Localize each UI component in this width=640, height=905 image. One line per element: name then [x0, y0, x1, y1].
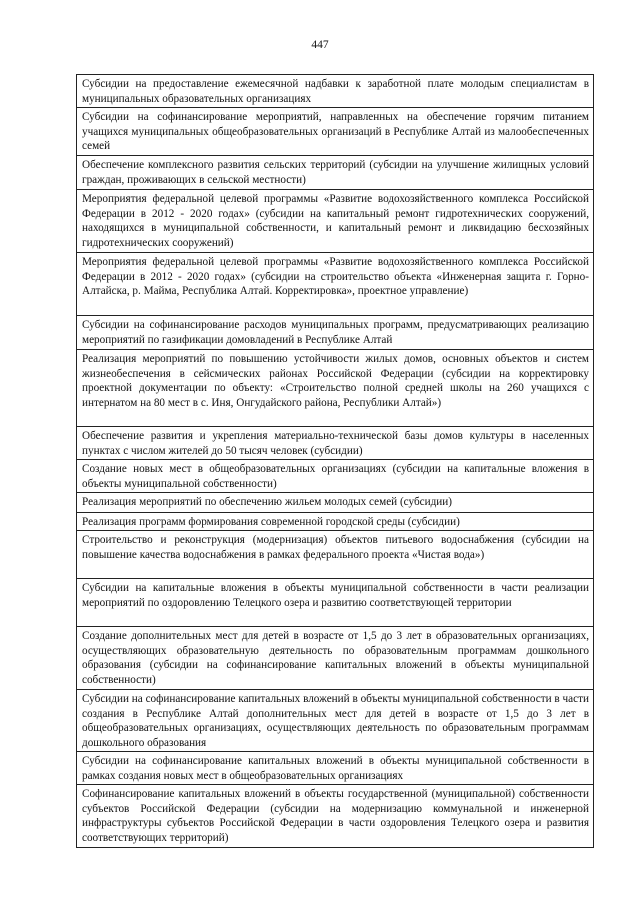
table-row: Создание новых мест в общеобразовательных организациях (субсидии на капитальные вложения в объекты муниципальной собственности) [77, 460, 593, 493]
table-row: Субсидии на софинансирование капитальных вложений в объекты муниципальной собственности в части создания в Республике Алтай дополнительных мест для детей в возрасте от 1,5 до 3 лет в общеобразовательных организациях, осуществляющих деятельность по образовательным программам дошкольного образования [77, 690, 593, 752]
table-row: Реализация мероприятий по повышению устойчивости жилых домов, основных объектов и систем жизнеобеспечения в сейсмических районах Российской Федерации (субсидии на корректировку проектной документации по объекту: «Строительство полной средней школы на 260 учащихся с интернатом на 80 мест в с. Иня, Онгудайского района, Республики Алтай») [77, 350, 593, 427]
table-row: Реализация программ формирования современной городской среды (субсидии) [77, 513, 593, 531]
table-row: Создание дополнительных мест для детей в возрасте от 1,5 до 3 лет в образовательных организациях, осуществляющих образовательную деятельность по образовательным программам дошкольного образования (субсидии на софинансирование капитальных вложений в объекты муниципальной собственности) [77, 627, 593, 690]
table-row: Мероприятия федеральной целевой программы «Развитие водохозяйственного комплекса Российской Федерации в 2012 - 2020 годах» (субсидии на строительство объекта «Инженерная защита г. Горно-Алтайска, р. Майма, Республика Алтай. Корректировка», проектное управление) [77, 253, 593, 316]
table-row: Субсидии на капитальные вложения в объекты муниципальной собственности в части реализации мероприятий по оздоровлению Телецкого озера и развитию соответствующей территории [77, 579, 593, 627]
subsidies-table [76, 74, 594, 848]
table-row: Субсидии на софинансирование расходов муниципальных программ, предусматривающих реализацию мероприятий по газификации домовладений в Республике Алтай [77, 316, 593, 350]
table-row: Субсидии на софинансирование капитальных вложений в объекты муниципальной собственности в рамках создания новых мест в общеобразовательных организациях [77, 752, 593, 785]
page-number: 447 [311, 39, 329, 51]
table-row: Реализация мероприятий по обеспечению жильем молодых семей (субсидии) [77, 493, 593, 513]
table-row: Субсидии на предоставление ежемесячной надбавки к заработной плате молодым специалистам в муниципальных образовательных организациях [77, 75, 593, 108]
table-row: Строительство и реконструкция (модернизация) объектов питьевого водоснабжения (субсидии на повышение качества водоснабжения в рамках федерального проекта «Чистая вода») [77, 531, 593, 579]
table-row: Мероприятия федеральной целевой программы «Развитие водохозяйственного комплекса Российской Федерации в 2012 - 2020 годах» (субсидии на капитальный ремонт гидротехнических сооружений, находящихся в муниципальной собственности, и капитальный ремонт и ликвидацию бесхозяйных гидротехнических сооружений) [77, 190, 593, 253]
table-row: Софинансирование капитальных вложений в объекты государственной (муниципальной) собственности субъектов Российской Федерации (субсидии на модернизацию коммунальной и инженерной инфраструктуры субъектов Российской Федерации в части оздоровления Телецкого озера и развития соответствующих территорий) [77, 785, 593, 848]
table-row: Обеспечение развития и укрепления материально-технической базы домов культуры в населенных пунктах с числом жителей до 50 тысяч человек (субсидии) [77, 427, 593, 460]
table-row: Обеспечение комплексного развития сельских территорий (субсидии на улучшение жилищных условий граждан, проживающих в сельской местности) [77, 156, 593, 190]
table-row: Субсидии на софинансирование мероприятий, направленных на обеспечение горячим питанием учащихся муниципальных общеобразовательных организаций в Республике Алтай из малообеспеченных семей [77, 108, 593, 156]
